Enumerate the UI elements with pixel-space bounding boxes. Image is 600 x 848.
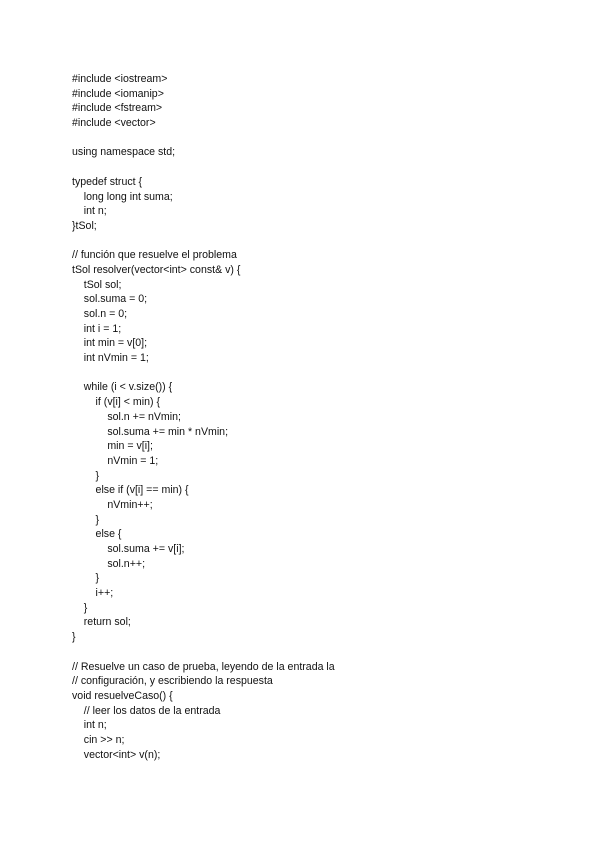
code-line: else if (v[i] == min) {	[72, 484, 189, 497]
code-line: nVmin = 1;	[72, 454, 159, 467]
blank-line	[72, 160, 335, 175]
code-line: int i = 1;	[72, 322, 122, 335]
code-line: sol.suma += v[i];	[72, 543, 185, 555]
code-line: nVmin++;	[72, 498, 153, 511]
code-line: using namespace std;	[72, 146, 176, 159]
code-line: }tSol;	[72, 219, 97, 232]
blank-line	[72, 234, 335, 249]
code-line: cin >> n;	[72, 733, 125, 746]
code-line: vector<int> v(n);	[72, 748, 161, 761]
code-line: }	[72, 469, 100, 482]
code-line: i++;	[72, 587, 114, 600]
code-line: else {	[72, 528, 122, 541]
code-line: #include <fstream>	[72, 102, 163, 115]
code-line: long long int suma;	[72, 190, 173, 203]
code-line: sol.n += nVmin;	[72, 410, 181, 423]
code-line: // Resuelve un caso de prueba, leyendo de la entrada la	[72, 660, 335, 673]
code-line: sol.suma = 0;	[72, 293, 148, 306]
code-line: tSol sol;	[72, 278, 122, 291]
code-line: }	[72, 572, 100, 585]
code-line: min = v[i];	[72, 440, 153, 453]
code-line: typedef struct {	[72, 175, 143, 188]
blank-line	[72, 131, 335, 146]
code-line: }	[72, 601, 88, 614]
code-line: while (i < v.size()) {	[72, 381, 173, 394]
code-line: #include <vector>	[72, 117, 156, 130]
code-line: int n;	[72, 719, 107, 732]
code-line: int nVmin = 1;	[72, 352, 149, 365]
blank-line	[72, 645, 335, 660]
code-line: tSol resolver(vector<int> const& v) {	[72, 263, 241, 276]
code-line: return sol;	[72, 616, 131, 629]
code-line: sol.n++;	[72, 557, 146, 570]
code-line: void resuelveCaso() {	[72, 689, 173, 702]
code-line: int min = v[0];	[72, 337, 148, 350]
code-line: // configuración, y escribiendo la respuesta	[72, 675, 273, 688]
code-line: int n;	[72, 205, 107, 218]
code-line: #include <iomanip>	[72, 87, 164, 100]
blank-line	[72, 366, 335, 381]
code-line: if (v[i] < min) {	[72, 396, 161, 409]
code-line: }	[72, 631, 76, 644]
code-line: // leer los datos de la entrada	[72, 704, 221, 717]
code-block	[72, 72, 335, 762]
code-line: #include <iostream>	[72, 73, 168, 85]
code-line: // función que resuelve el problema	[72, 249, 237, 262]
code-line: sol.n = 0;	[72, 308, 128, 320]
code-line: }	[72, 513, 100, 526]
code-line: sol.suma += min * nVmin;	[72, 425, 229, 438]
